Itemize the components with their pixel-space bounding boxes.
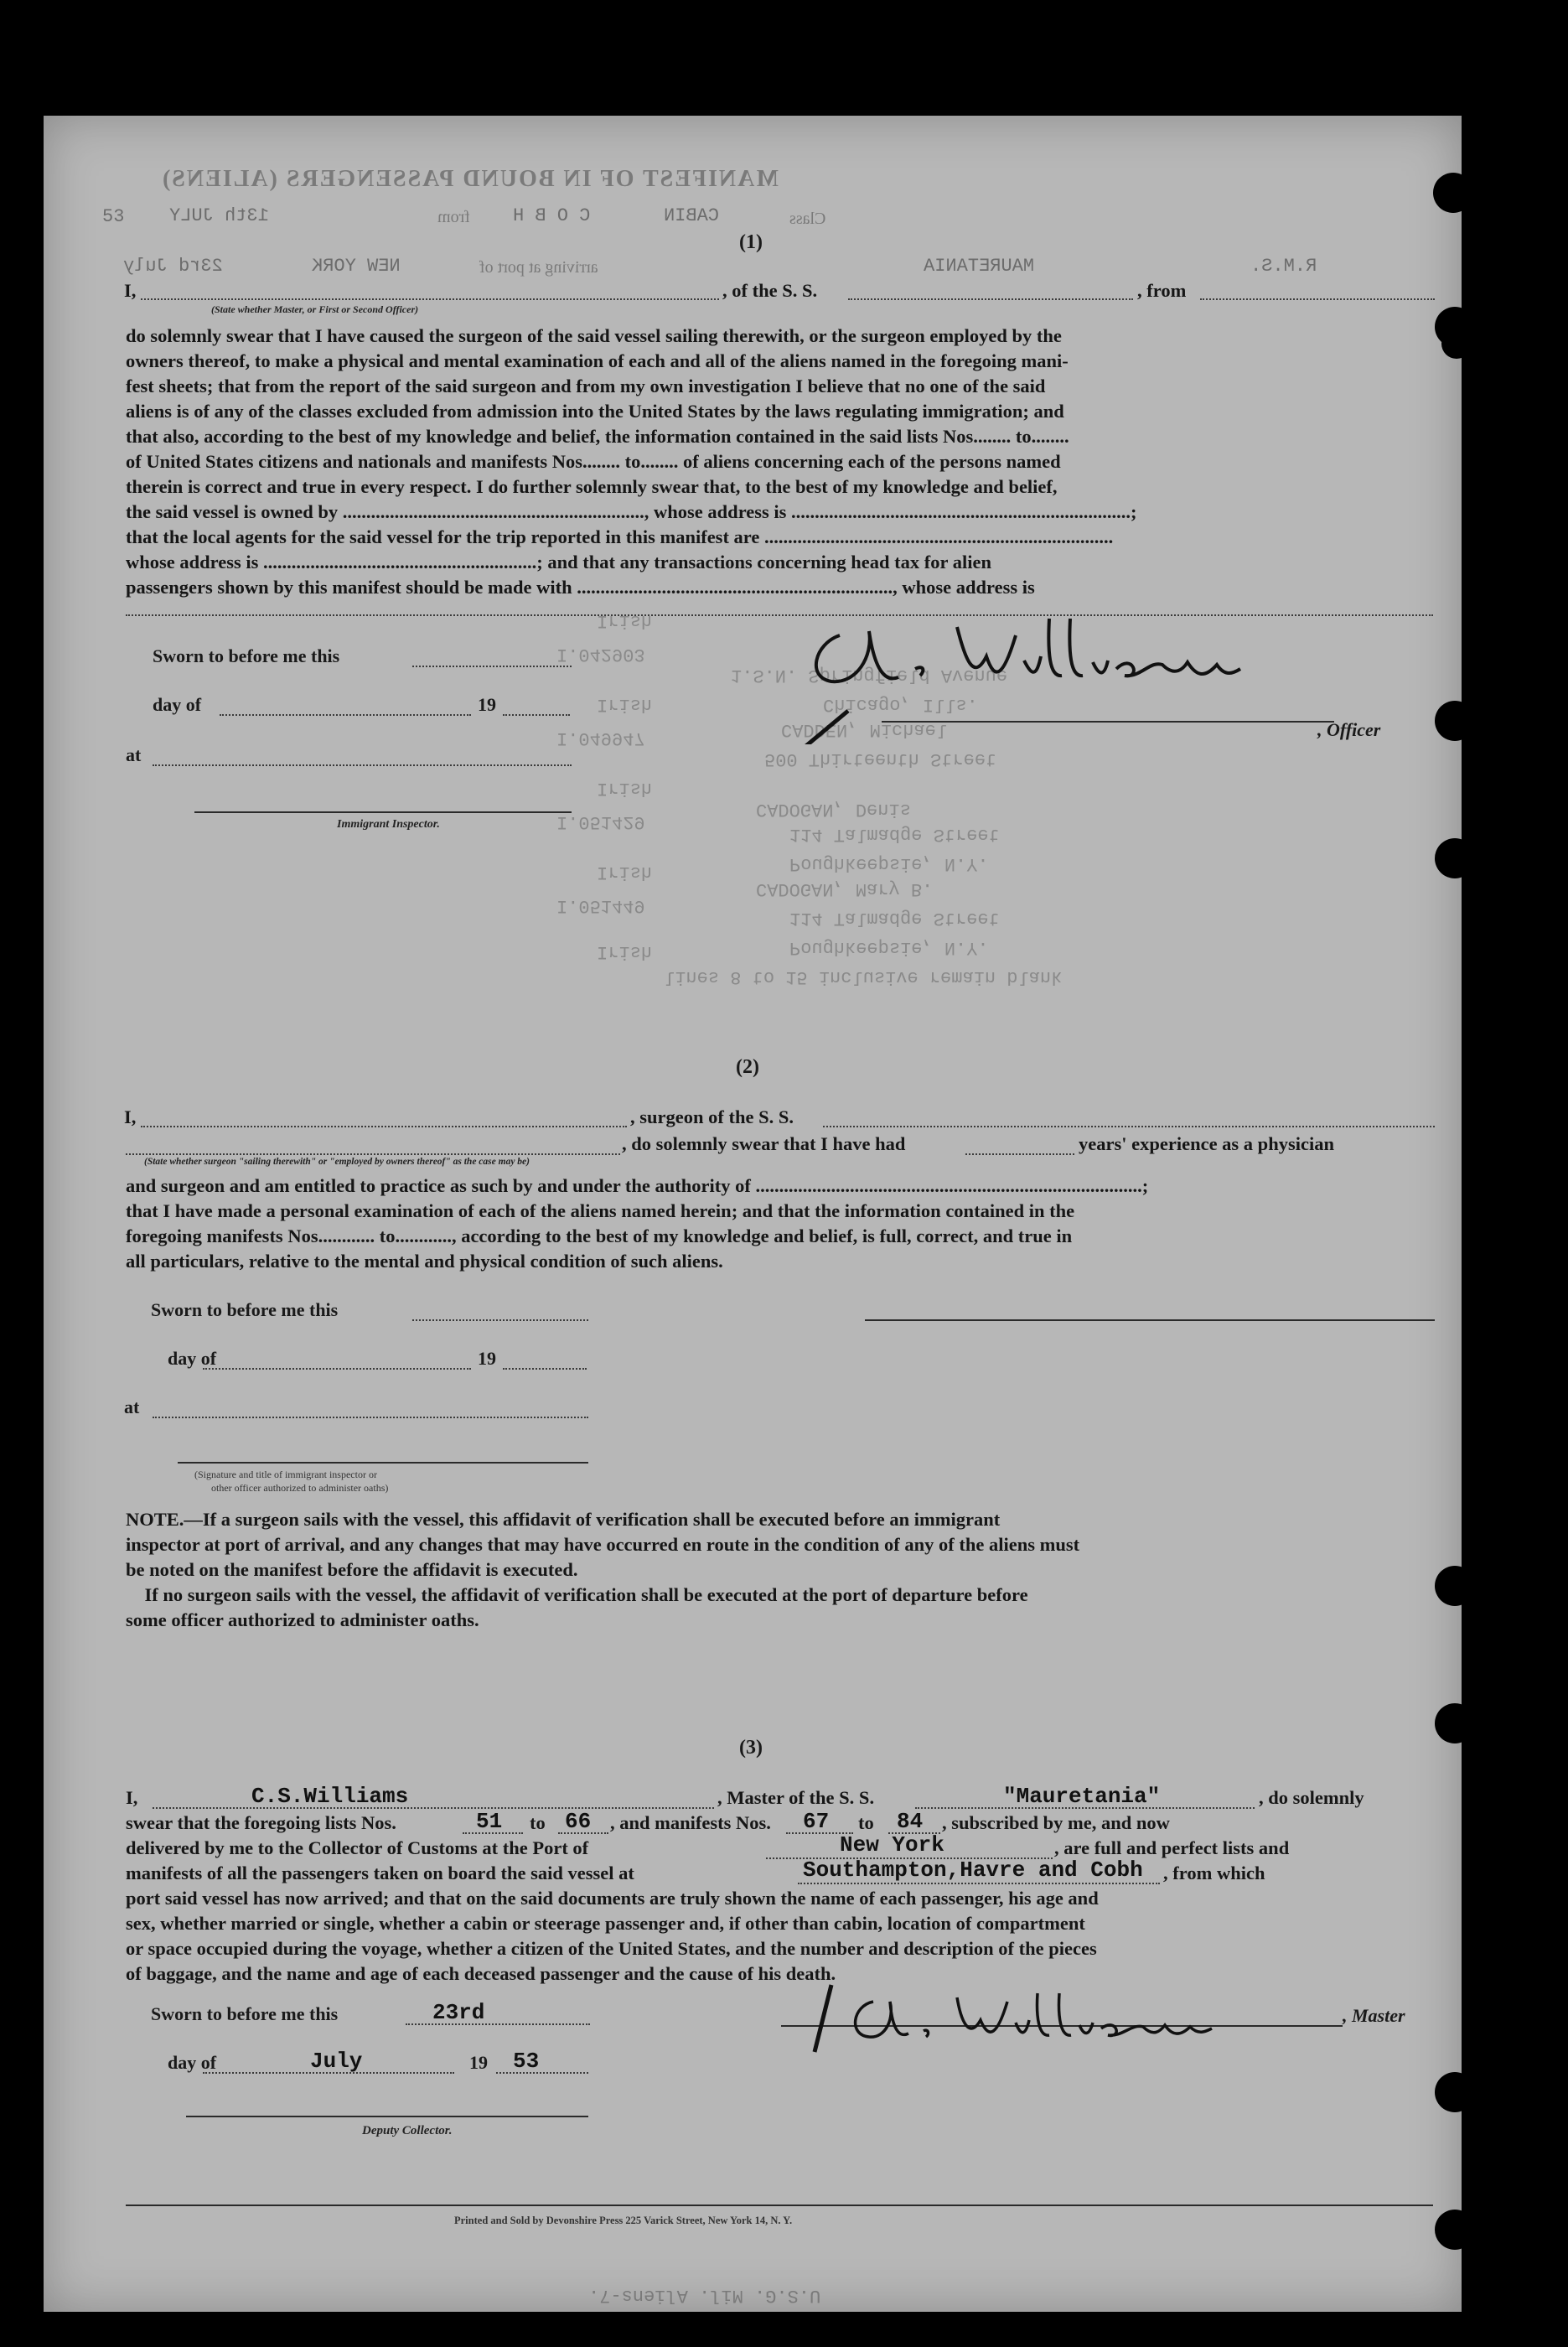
punch-hole — [1435, 1566, 1475, 1606]
s3-master-label: , Master — [1343, 2005, 1405, 2026]
s2-surgeon-of: , surgeon of the S. S. — [630, 1106, 794, 1127]
s3-lists-from: 51 — [476, 1809, 503, 1834]
ghost-text: Irish — [597, 610, 653, 631]
section-3-number: (3) — [739, 1737, 763, 1759]
header-year: 53 — [102, 206, 125, 227]
header-class-label: Class — [789, 210, 826, 228]
s2-i-label: I, — [124, 1106, 137, 1127]
s3-manifests-nos: , and manifests Nos. — [610, 1812, 771, 1833]
s1-i-label: I, — [124, 280, 137, 301]
punch-hole — [1435, 1703, 1475, 1743]
s3-port: New York — [840, 1832, 944, 1857]
s3-manifests-to: 84 — [897, 1809, 924, 1834]
s3-from-which: , from which — [1163, 1863, 1265, 1883]
s1-of-ss: , of the S. S. — [722, 280, 818, 301]
ghost-text: lines 8 to 15 inclusive remain blank — [664, 966, 1063, 987]
ghost-text: I.051449 — [556, 895, 645, 916]
punch-hole — [1435, 2072, 1475, 2112]
s3-nineteen: 19 — [469, 2052, 488, 2073]
s3-to-2: to — [858, 1812, 874, 1833]
s1-inspector-label: Immigrant Inspector. — [337, 818, 440, 831]
s2-nineteen: 19 — [478, 1348, 496, 1369]
punch-hole — [1435, 838, 1475, 878]
ghost-text: 114 Talmadge Street — [789, 908, 1000, 929]
s3-i-label: I, — [126, 1787, 138, 1808]
ghost-text: I.042903 — [556, 644, 645, 665]
ghost-text: 500 Thirteenth Street — [764, 749, 997, 769]
punch-hole — [1435, 701, 1475, 741]
punch-hole — [1441, 329, 1472, 359]
s3-subscribed: , subscribed by me, and now — [942, 1812, 1170, 1833]
s3-month: July — [310, 2049, 363, 2074]
s1-state-note: (State whether Master, or First or Second Officer) — [211, 303, 419, 315]
ghost-text: Irish — [597, 862, 653, 883]
header-ship-name: MAURETANIA — [924, 256, 1035, 277]
header-date: 13th JULY — [169, 205, 269, 226]
s1-sworn-label: Sworn to before me this — [153, 645, 340, 666]
s2-at-label: at — [124, 1396, 140, 1417]
s3-master-of: , Master of the S. S. — [717, 1787, 875, 1808]
s1-paragraph: do solemnly swear that I have caused the surgeon of the said vessel sailing therewith, or the surgeon employed by the owners thereof, to make a physical and mental examination of each and all of the aliens named in the foregoing mani- fest sheets; that from the report of the said surgeon and from my own investigation I believe that no one of the said aliens is of any of the classes excluded from admission into the United States by the laws regulating immigration; and that also, according to the best of my knowledge and belief, the information contained in the said lists Nos........ to........ of United States citizens and nationals and manifests Nos........ to........ of aliens concerning each of the persons named therein is correct and true in every respect. I do further solemnly swear that, to the best of my knowledge and belief, the said vessel is owned by ................................................................, whose address is ........................................................................; that the local agents for the said vessel for the trip reported in this manifest are .......................................................................... whose address is ..........................................................; and that any transactions concerning head tax for alien passengers shown by this manifest should be made with ..................................................................., whose address is — [126, 325, 1137, 598]
form-number: U.S.G. Mil. Aliens-7. — [588, 2285, 821, 2306]
s3-manifests-from: 67 — [803, 1809, 830, 1834]
faded-title: MANIFEST OF IN BOUND PASSENGERS (ALIENS) — [161, 166, 779, 192]
ghost-text: 114 Talmadge Street — [789, 824, 1000, 845]
ghost-text: Irish — [597, 778, 653, 799]
s3-day-of-label: day of — [168, 2052, 217, 2073]
s2-paragraph: and surgeon and am entitled to practice as such by and under the authority of ..................................................................................; that I have made a personal examination of each of the aliens named herein; and that the information contained in the foregoing manifests Nos............ to............, according to the best of my knowledge and belief, is full, correct, and true in all particulars, relative to the mental and physical condition of such aliens. — [126, 1175, 1149, 1272]
s2-sig-note-1: (Signature and title of immigrant inspector or — [194, 1469, 377, 1480]
header-arriving-label: arriving at port of — [479, 258, 598, 277]
header-port-from: C O B H — [513, 205, 591, 226]
punch-hole — [1435, 2210, 1475, 2250]
master-signature — [798, 1977, 1267, 2069]
s2-years: years' experience as a physician — [1079, 1133, 1334, 1154]
note-paragraph: NOTE.—If a surgeon sails with the vessel, this affidavit of verification shall be executed before an immigrant inspector at port of arrival, and any changes that may have occurred en route in the condition of any of the aliens must be noted on the manifest before the affidavit is executed. If no surgeon sails with the vessel, the affidavit of verification shall be executed at the port of departure before some officer authorized to administer oaths. — [126, 1509, 1080, 1630]
s1-day-of-label: day of — [153, 694, 202, 715]
s1-nineteen: 19 — [478, 694, 496, 715]
s3-sworn-label: Sworn to before me this — [151, 2003, 339, 2024]
s3-ship-name: "Mauretania" — [1003, 1784, 1161, 1809]
s3-manifests-all: manifests of all the passengers taken on board the said vessel at — [126, 1863, 634, 1883]
ghost-text: Irish — [597, 694, 653, 715]
ghost-text: CADOGAN, Mary B. — [756, 878, 934, 899]
section-2-number: (2) — [736, 1056, 759, 1078]
ghost-text: CADDEN, Michael — [781, 719, 948, 740]
s3-swear-lists: swear that the foregoing lists Nos. — [126, 1812, 396, 1833]
s3-delivered: delivered by me to the Collector of Customs at the Port of — [126, 1837, 589, 1858]
s1-from: , from — [1137, 280, 1187, 301]
header-arriving-port: NEW YORK — [312, 256, 401, 277]
printer-line: Printed and Sold by Devonshire Press 225 Varick Street, New York 14, N. Y. — [454, 2215, 793, 2226]
section-1-number: (1) — [739, 231, 763, 253]
ghost-text: Irish — [597, 941, 653, 962]
s3-do-solemnly: , do solemnly — [1259, 1787, 1364, 1808]
punch-hole — [1433, 173, 1473, 213]
s2-day-of-label: day of — [168, 1348, 217, 1369]
header-class: CABIN — [664, 205, 720, 226]
ghost-text: Chicago, Ills. — [823, 694, 978, 715]
ghost-text: 1.S.N. Springfield Avenue — [731, 665, 1008, 686]
s3-sworn-day: 23rd — [432, 2000, 485, 2025]
ghost-text: Poughkeepsie, N.Y. — [789, 937, 989, 958]
header-from-label: from — [437, 208, 470, 226]
s3-lists-to: 66 — [565, 1809, 592, 1834]
header-arriving-date: 23rd July — [123, 256, 223, 277]
ghost-text: I.049947 — [556, 728, 645, 749]
s3-to-1: to — [530, 1812, 546, 1833]
s3-paragraph: port said vessel has now arrived; and that on the said documents are truly shown the name of each passenger, his age and sex, whether married or single, whether a cabin or steerage passenger and, if other than cabin, location of compartment or space occupied during the voyage, whether a citizen of the United States, and the number and description of the pieces of baggage, and the name and age of each deceased passenger and the cause of his death. — [126, 1888, 1099, 1984]
s3-year: 53 — [513, 2049, 540, 2074]
s3-master-name: C.S.Williams — [251, 1784, 409, 1809]
s1-at-label: at — [126, 744, 142, 765]
s2-sworn-label: Sworn to before me this — [151, 1299, 339, 1320]
s3-ports-from: Southampton,Havre and Cobh — [803, 1857, 1143, 1883]
ghost-text: CADOGAN, Denis — [756, 799, 911, 820]
s2-swear: , do solemnly swear that I have had — [622, 1133, 906, 1154]
ghost-text: Poughkeepsie, N.Y. — [789, 853, 989, 874]
s1-officer-label: , Officer — [1317, 719, 1381, 740]
manifest-page — [44, 116, 1462, 2312]
s2-sig-note-2: other officer authorized to administer oaths) — [211, 1482, 389, 1494]
header-ship-prefix: R.M.S. — [1250, 256, 1317, 277]
s2-note: (State whether surgeon "sailing therewith" or "employed by owners thereof" as the case may be) — [144, 1157, 530, 1167]
ghost-text: I.051429 — [556, 811, 645, 832]
s3-deputy-label: Deputy Collector. — [362, 2124, 453, 2137]
officer-signature — [781, 585, 1250, 744]
s3-are-full: , are full and perfect lists and — [1054, 1837, 1290, 1858]
